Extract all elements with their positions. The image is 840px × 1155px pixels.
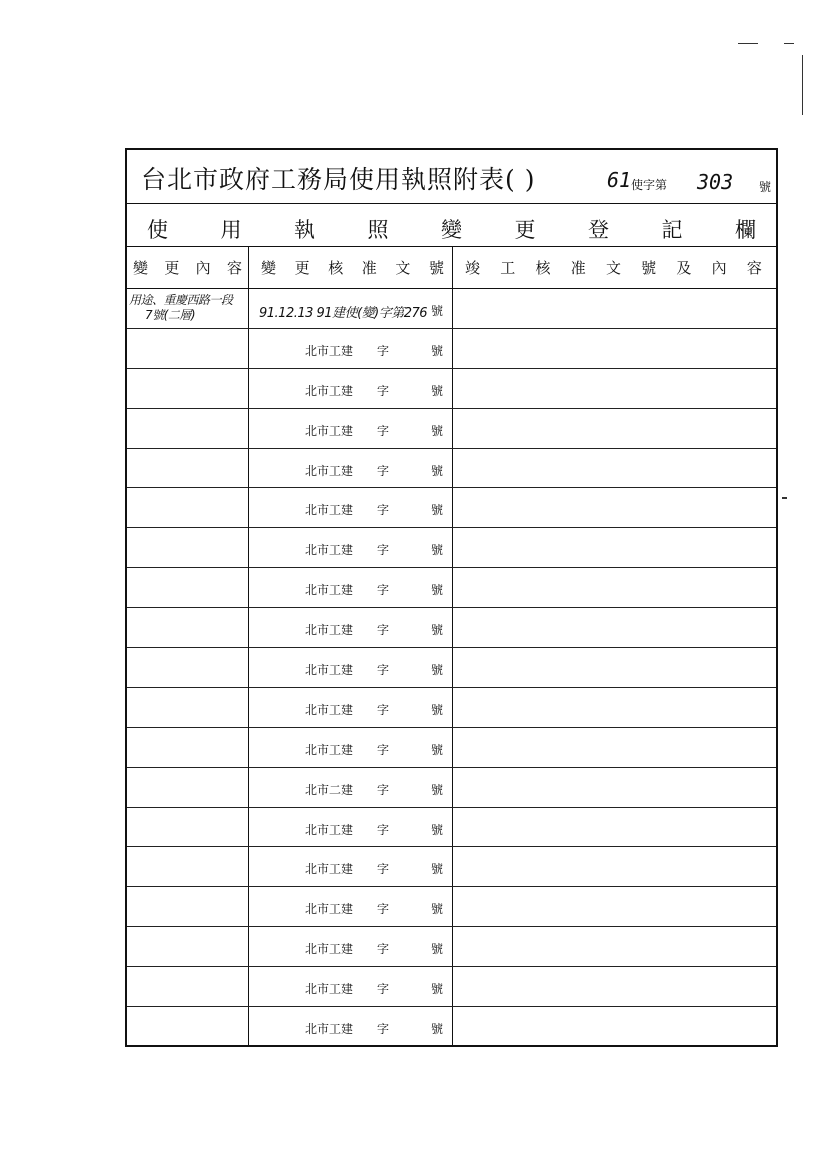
change-content-cell xyxy=(127,847,249,886)
permit-number: 303 xyxy=(697,170,734,194)
approval-no-cell xyxy=(249,808,453,847)
table-row xyxy=(127,967,776,1007)
completion-cell xyxy=(453,608,776,647)
hao-label: 號 xyxy=(431,862,444,877)
change-content-cell xyxy=(127,648,249,687)
hao-label: 號 xyxy=(431,423,444,438)
completion-cell xyxy=(453,528,776,567)
completion-cell xyxy=(453,887,776,926)
header-char: 內 xyxy=(195,259,211,277)
completion-cell xyxy=(453,488,776,527)
doc-label: 北市工建 xyxy=(305,742,354,757)
approval-no-cell xyxy=(249,967,453,1006)
section-title-char: 用 xyxy=(220,218,242,242)
hao-label: 號 xyxy=(431,822,444,837)
zi-label: 字 xyxy=(377,822,390,837)
approval-no-cell xyxy=(249,648,453,687)
change-content-cell xyxy=(127,409,249,448)
completion-cell xyxy=(453,967,776,1006)
approval-no-cell xyxy=(249,768,453,807)
zi-label: 字 xyxy=(377,503,390,518)
change-line-1: 用途、重慶西路一段 xyxy=(129,293,233,307)
permit-year: 61 xyxy=(607,168,632,192)
table-row xyxy=(127,608,776,648)
header-char: 核 xyxy=(535,259,551,277)
approval-no-cell xyxy=(249,688,453,727)
hao-label: 號 xyxy=(431,343,444,358)
zi-label: 字 xyxy=(377,742,390,757)
completion-cell xyxy=(453,568,776,607)
hao-label: 號 xyxy=(431,503,444,518)
permit-form xyxy=(125,148,778,1047)
header-char: 及 xyxy=(676,259,692,277)
change-content-cell xyxy=(127,927,249,966)
approval-no-cell xyxy=(249,568,453,607)
change-content-cell xyxy=(127,329,249,368)
table-row xyxy=(127,329,776,369)
approval-no-cell xyxy=(249,409,453,448)
scan-mark xyxy=(738,43,758,44)
title-row xyxy=(127,150,776,204)
completion-cell xyxy=(453,329,776,368)
approval-no-cell xyxy=(249,289,453,328)
doc-label: 北市工建 xyxy=(305,463,354,478)
hao-label: 號 xyxy=(431,1022,444,1037)
doc-label: 北市工建 xyxy=(305,583,354,598)
approval-no-cell xyxy=(249,528,453,567)
header-char: 文 xyxy=(605,259,621,277)
section-title-char: 使 xyxy=(147,218,168,242)
hao-label: 號 xyxy=(431,742,444,757)
scan-mark xyxy=(802,55,803,115)
completion-cell xyxy=(453,768,776,807)
header-char: 更 xyxy=(294,259,310,277)
permit-suffix: 號 xyxy=(759,180,772,194)
doc-label: 北市工建 xyxy=(305,862,354,877)
approval-no-cell xyxy=(249,608,453,647)
table-row xyxy=(127,768,776,808)
zi-label: 字 xyxy=(377,343,390,358)
hao-label: 號 xyxy=(431,583,444,598)
table-row-first xyxy=(127,289,776,329)
change-content-cell xyxy=(127,728,249,767)
change-content-cell xyxy=(127,449,249,488)
approval-no-cell xyxy=(249,728,453,767)
scan-mark xyxy=(782,497,787,499)
zi-label: 字 xyxy=(377,623,390,638)
change-content-cell xyxy=(127,568,249,607)
hao-label: 號 xyxy=(431,543,444,558)
doc-label: 北市工建 xyxy=(305,383,354,398)
approval-no-cell xyxy=(249,488,453,527)
table-row xyxy=(127,808,776,848)
approval-no-cell xyxy=(249,369,453,408)
header-char: 變 xyxy=(261,259,277,277)
doc-label: 北市工建 xyxy=(305,343,354,358)
section-title-char: 記 xyxy=(661,218,683,242)
table-body xyxy=(127,289,776,1045)
change-content-cell xyxy=(127,528,249,567)
table-row xyxy=(127,648,776,688)
section-title-char: 欄 xyxy=(735,218,756,242)
section-title xyxy=(147,214,756,244)
zi-label: 字 xyxy=(377,543,390,558)
completion-cell xyxy=(453,369,776,408)
completion-cell xyxy=(453,289,776,328)
doc-label: 北市二建 xyxy=(305,782,354,797)
section-row xyxy=(127,204,776,247)
completion-cell xyxy=(453,808,776,847)
doc-label: 北市工建 xyxy=(305,423,354,438)
doc-label: 北市工建 xyxy=(305,663,354,678)
hao-label: 號 xyxy=(431,982,444,997)
table-row xyxy=(127,728,776,768)
header-char: 內 xyxy=(711,259,727,277)
permit-prefix: 使字第 xyxy=(631,178,668,192)
table-row xyxy=(127,528,776,568)
header-char: 更 xyxy=(164,259,180,277)
approval-no-cell xyxy=(249,329,453,368)
table-row xyxy=(127,488,776,528)
completion-cell xyxy=(453,688,776,727)
completion-cell xyxy=(453,728,776,767)
table-row xyxy=(127,409,776,449)
zi-label: 字 xyxy=(377,862,390,877)
approval-no-cell xyxy=(249,847,453,886)
change-content-cell xyxy=(127,289,249,328)
change-content-cell xyxy=(127,1007,249,1047)
header-char: 准 xyxy=(570,259,586,277)
zi-label: 字 xyxy=(377,702,390,717)
section-title-char: 更 xyxy=(514,218,536,242)
header-char: 號 xyxy=(428,259,444,277)
change-content-cell xyxy=(127,608,249,647)
table-row xyxy=(127,927,776,967)
change-content-cell xyxy=(127,488,249,527)
table-row xyxy=(127,887,776,927)
zi-label: 字 xyxy=(377,463,390,478)
change-content-cell xyxy=(127,688,249,727)
section-title-char: 變 xyxy=(441,218,462,242)
handwritten-approval-no: 91.12.13 91建使(變)字第276 xyxy=(259,306,428,321)
hao-label: 號 xyxy=(431,663,444,678)
permit-number-block xyxy=(605,168,777,198)
header-char: 核 xyxy=(328,259,344,277)
doc-label: 北市工建 xyxy=(305,702,354,717)
change-content-cell xyxy=(127,768,249,807)
table-row xyxy=(127,847,776,887)
doc-label: 北市工建 xyxy=(305,822,354,837)
header-change-content xyxy=(127,247,249,288)
hao-label: 號 xyxy=(431,623,444,638)
completion-cell xyxy=(453,927,776,966)
zi-label: 字 xyxy=(377,982,390,997)
table-row xyxy=(127,449,776,489)
handwritten-change-content xyxy=(127,289,248,323)
doc-label: 北市工建 xyxy=(305,623,354,638)
doc-label: 北市工建 xyxy=(305,902,354,917)
doc-label: 北市工建 xyxy=(305,543,354,558)
hao-label: 號 xyxy=(431,383,444,398)
section-title-char: 照 xyxy=(367,218,389,242)
header-char: 文 xyxy=(395,259,411,277)
zi-label: 字 xyxy=(377,942,390,957)
header-char: 工 xyxy=(500,259,516,277)
approval-no-cell xyxy=(249,887,453,926)
change-content-cell xyxy=(127,369,249,408)
header-char: 准 xyxy=(361,259,377,277)
completion-cell xyxy=(453,409,776,448)
approval-no-cell xyxy=(249,1007,453,1047)
header-char: 容 xyxy=(226,259,242,277)
header-completion-approval xyxy=(453,247,776,288)
header-char: 變 xyxy=(133,259,149,277)
change-content-cell xyxy=(127,967,249,1006)
doc-label: 北市工建 xyxy=(305,503,354,518)
header-char: 竣 xyxy=(465,259,481,277)
zi-label: 字 xyxy=(377,782,390,797)
zi-label: 字 xyxy=(377,583,390,598)
doc-label: 北市工建 xyxy=(305,942,354,957)
form-title: 台北市政府工務局使用執照附表( ) xyxy=(141,165,536,194)
completion-cell xyxy=(453,449,776,488)
completion-cell xyxy=(453,847,776,886)
zi-label: 字 xyxy=(377,383,390,398)
table-row xyxy=(127,568,776,608)
approval-no-cell xyxy=(249,449,453,488)
change-content-cell xyxy=(127,887,249,926)
zi-label: 字 xyxy=(377,423,390,438)
header-char: 容 xyxy=(746,259,762,277)
hao-label: 號 xyxy=(431,782,444,797)
hao-label: 號 xyxy=(431,304,444,318)
hao-label: 號 xyxy=(431,702,444,717)
scan-mark xyxy=(784,43,794,44)
hao-label: 號 xyxy=(431,942,444,957)
column-header-row xyxy=(127,247,776,289)
completion-cell xyxy=(453,648,776,687)
completion-cell xyxy=(453,1007,776,1047)
hao-label: 號 xyxy=(431,463,444,478)
approval-no-cell xyxy=(249,927,453,966)
doc-label: 北市工建 xyxy=(305,1022,354,1037)
doc-label: 北市工建 xyxy=(305,982,354,997)
table-row xyxy=(127,1007,776,1047)
table-row xyxy=(127,369,776,409)
table-row xyxy=(127,688,776,728)
section-title-char: 登 xyxy=(588,218,609,242)
header-char: 號 xyxy=(641,259,657,277)
header-change-approval-no xyxy=(249,247,453,288)
zi-label: 字 xyxy=(377,1022,390,1037)
zi-label: 字 xyxy=(377,663,390,678)
section-title-char: 執 xyxy=(294,218,315,242)
change-line-2: 7號(二層) xyxy=(145,308,195,322)
zi-label: 字 xyxy=(377,902,390,917)
hao-label: 號 xyxy=(431,902,444,917)
change-content-cell xyxy=(127,808,249,847)
